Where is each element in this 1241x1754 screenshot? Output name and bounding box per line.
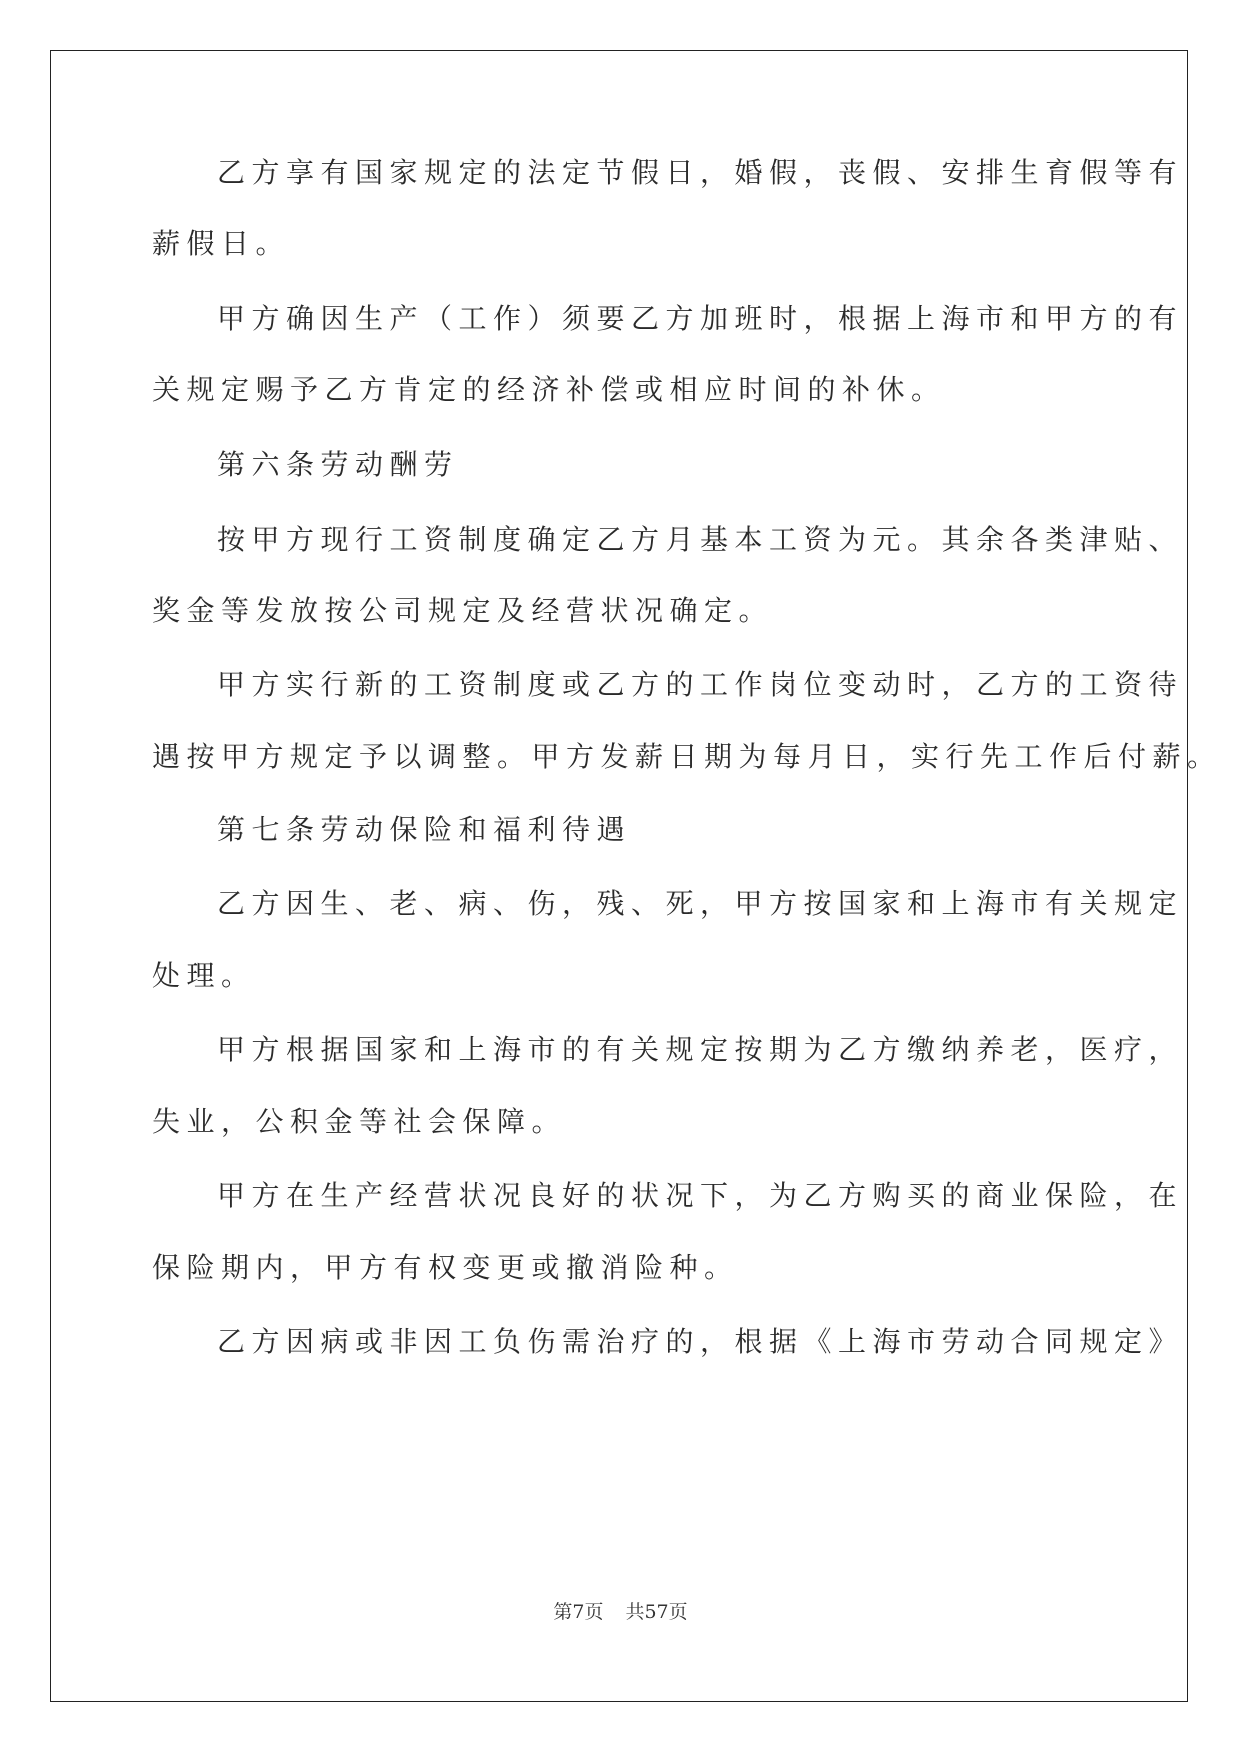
paragraph-line: 遇按甲方规定予以调整。甲方发薪日期为每月日，实行先工作后付薪。 [152,740,1222,773]
paragraph-line: 甲方实行新的工资制度或乙方的工作岗位变动时，乙方的工资待 [217,668,1184,701]
section-heading: 第七条劳动保险和福利待遇 [217,813,632,846]
paragraph-line: 甲方在生产经营状况良好的状况下，为乙方购买的商业保险，在 [217,1179,1184,1212]
paragraph-line: 按甲方现行工资制度确定乙方月基本工资为元。其余各类津贴、 [217,523,1184,556]
current-page-number: 第7页 [553,1601,604,1623]
page-border [50,50,1188,1702]
paragraph-line: 保险期内，甲方有权变更或撤消险种。 [152,1251,739,1284]
paragraph-line: 薪假日。 [152,227,291,260]
paragraph-line: 失业，公积金等社会保障。 [152,1105,567,1138]
paragraph-line: 乙方因病或非因工负伤需治疗的，根据《上海市劳动合同规定》 [217,1325,1184,1358]
paragraph-line: 乙方因生、老、病、伤，残、死，甲方按国家和上海市有关规定 [217,887,1184,920]
page-footer [0,1600,1241,1624]
paragraph-line: 奖金等发放按公司规定及经营状况确定。 [152,594,774,627]
paragraph-line: 甲方根据国家和上海市的有关规定按期为乙方缴纳养老，医疗， [217,1033,1184,1066]
paragraph-line: 甲方确因生产（工作）须要乙方加班时，根据上海市和甲方的有 [217,302,1184,335]
total-page-count: 共57页 [625,1601,688,1623]
paragraph-line: 处理。 [152,959,256,992]
paragraph-line: 乙方享有国家规定的法定节假日，婚假，丧假、安排生育假等有 [217,156,1184,189]
paragraph-line: 关规定赐予乙方肯定的经济补偿或相应时间的补休。 [152,373,946,406]
section-heading: 第六条劳动酬劳 [217,448,459,481]
